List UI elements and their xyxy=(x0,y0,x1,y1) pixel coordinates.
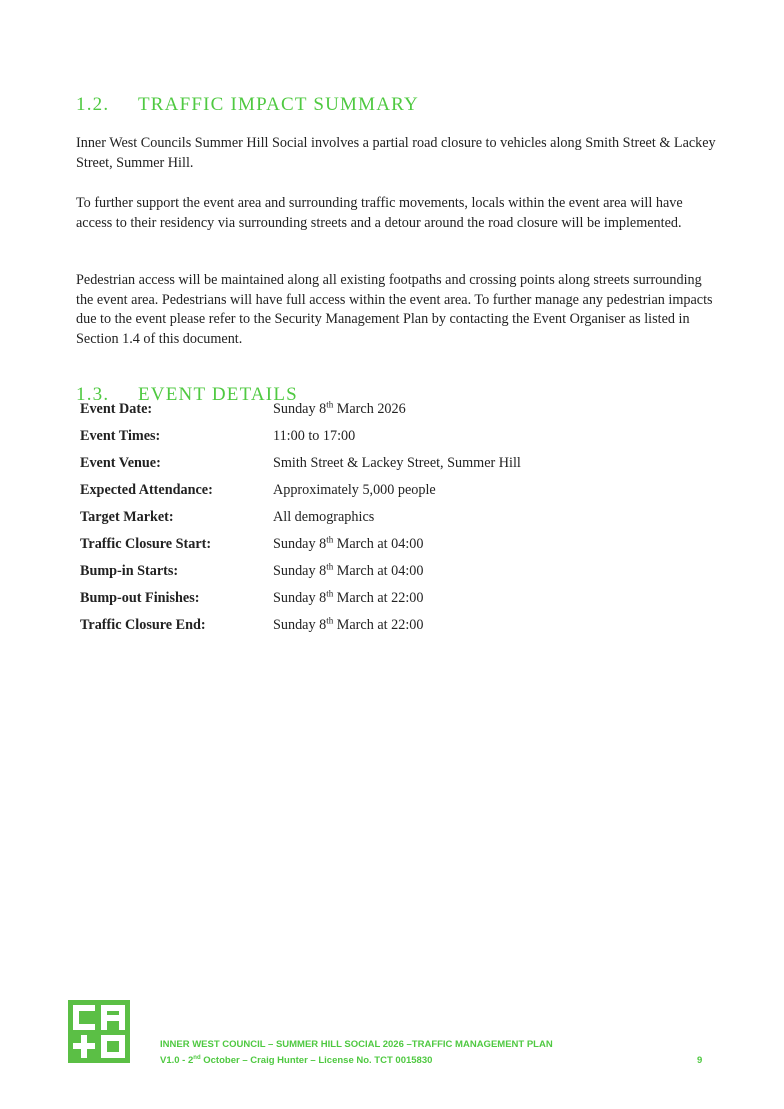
detail-value xyxy=(273,536,423,553)
value-sup: th xyxy=(326,615,334,626)
value-text: March at 22:00 xyxy=(333,590,424,606)
detail-label: Event Venue: xyxy=(80,455,161,471)
value-text: Sunday 8 xyxy=(273,617,327,633)
paragraph: Inner West Councils Summer Hill Social involves a partial road closure to vehicles along Smith Street & Lackey Street, Summer Hill. xyxy=(76,135,716,171)
section-title: EVENT DETAILS xyxy=(138,384,298,405)
section-heading-traffic-impact xyxy=(76,94,419,116)
detail-label: Traffic Closure Start: xyxy=(80,536,212,552)
detail-label: Bump-in Starts: xyxy=(80,563,179,579)
event-details-table xyxy=(80,396,521,639)
paragraph: Pedestrian access will be maintained along all existing footpaths and crossing points along streets surrounding the event area. Pedestrians will have full access within the event area. To further manage any pedestrian impacts due to the event please refer to the Security Management Plan by contacting the Event Organiser as listed in Section 1.4 of this document. xyxy=(76,272,713,347)
event-detail-row xyxy=(80,450,521,477)
value-sup: th xyxy=(326,534,334,545)
detail-value xyxy=(273,455,521,472)
detail-label: Target Market: xyxy=(80,509,174,525)
detail-label: Bump-out Finishes: xyxy=(80,590,200,606)
detail-value xyxy=(273,617,423,634)
section-number: 1.2. xyxy=(76,94,110,115)
page-number: 9 xyxy=(697,1055,703,1066)
value-sup: th xyxy=(326,399,334,410)
detail-value xyxy=(273,590,423,607)
detail-label: Traffic Closure End: xyxy=(80,617,206,633)
section-number: 1.3. xyxy=(76,384,110,405)
event-detail-row xyxy=(80,558,521,585)
value-text: Approximately 5,000 people xyxy=(273,482,436,498)
detail-value xyxy=(273,563,423,580)
detail-value xyxy=(273,509,374,526)
value-text: 11:00 to 17:00 xyxy=(273,428,356,444)
detail-label: Event Date: xyxy=(80,401,153,417)
company-logo xyxy=(68,1000,130,1063)
value-text: Sunday 8 xyxy=(273,590,327,606)
value-text: March at 22:00 xyxy=(333,617,424,633)
detail-label: Event Times: xyxy=(80,428,161,444)
event-detail-row xyxy=(80,504,521,531)
footer-version xyxy=(160,1055,432,1066)
footer-title: INNER WEST COUNCIL – SUMMER HILL SOCIAL 2026 –TRAFFIC MANAGEMENT PLAN xyxy=(160,1039,553,1050)
event-detail-row xyxy=(80,612,521,639)
event-detail-row xyxy=(80,423,521,450)
version-text: October – Craig Hunter – License No. TCT 0015830 xyxy=(200,1055,433,1066)
detail-value xyxy=(273,428,355,445)
event-detail-row xyxy=(80,477,521,504)
section-title: TRAFFIC IMPACT SUMMARY xyxy=(138,94,419,115)
value-text: March at 04:00 xyxy=(333,563,424,579)
value-text: March 2026 xyxy=(333,401,406,417)
paragraph: To further support the event area and surrounding traffic movements, locals within the event area will have access to their residency via surrounding streets and a detour around the road closure will be implemented. xyxy=(76,195,683,231)
version-text: V1.0 - 2 xyxy=(160,1055,194,1066)
event-detail-row xyxy=(80,531,521,558)
value-sup: th xyxy=(326,588,334,599)
value-text: Sunday 8 xyxy=(273,536,327,552)
value-text: All demographics xyxy=(273,509,375,525)
detail-value xyxy=(273,401,406,418)
value-text: March at 04:00 xyxy=(333,536,424,552)
value-sup: th xyxy=(326,561,334,572)
event-detail-row xyxy=(80,396,521,423)
value-text: Sunday 8 xyxy=(273,563,327,579)
detail-value xyxy=(273,482,436,499)
detail-label: Expected Attendance: xyxy=(80,482,213,498)
version-sup: nd xyxy=(193,1054,201,1061)
value-text: Smith Street & Lackey Street, Summer Hill xyxy=(273,455,521,471)
value-text: Sunday 8 xyxy=(273,401,327,417)
event-detail-row xyxy=(80,585,521,612)
